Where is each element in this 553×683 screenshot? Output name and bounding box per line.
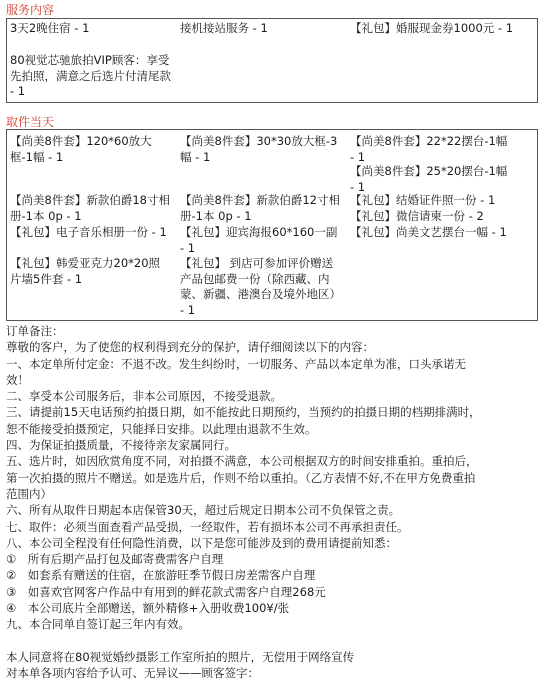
notes-rule: 第一次拍摄的照片不赠送。如是选片后，作则不给以重拍。（乙方表情不好,不在甲方免费重拍 xyxy=(6,470,476,485)
notes-fee-item: ② 如套系有赠送的住宿，在旅游旺季节假日房差需客户自理 xyxy=(6,568,316,583)
notes-rule: 九、本合同单自签订起三年内有效。 xyxy=(6,617,190,632)
pickup-item: 【尚美8件套】新款伯爵18寸相册-1本 0p - 1 xyxy=(10,193,170,223)
notes-rule: 恕不能接受拍摄预定，只能择日安排。以此理由退款不生效。 xyxy=(6,421,317,436)
pickup-item: 【礼包】韩爱亚克力20*20照片墙5件套 - 1 xyxy=(10,256,161,286)
notes-fee-item: ④ 本公司底片全部赠送，额外精修+入册收费100¥/张 xyxy=(6,601,290,616)
service-item: 80视觉芯驰旅拍VIP顾客：享受先拍照，满意之后选片付清尾款 - 1 xyxy=(10,53,171,98)
pickup-item: 【尚美8件套】30*30放大框-3幅 - 1 xyxy=(180,134,338,164)
consent-signature-line: 对本单各项内容给予认可、无异议——顾客签字： xyxy=(6,665,259,680)
pickup-item: 【礼包】迎宾海报60*160一副 - 1 xyxy=(180,225,338,255)
service-item: 【礼包】婚服现金券1000元 - 1 xyxy=(350,21,514,35)
pickup-item: 【礼包】结婚证件照一份 - 1 xyxy=(350,193,496,207)
notes-rule: 二、享受本公司服务后，非本公司原因，不接受退款。 xyxy=(6,389,282,404)
notes-rule: 五、选片时，如因欣赏角度不同，对拍摄不满意，本公司根据双方的时间安排重拍。重拍后， xyxy=(6,454,478,469)
notes-heading: 订单备注： xyxy=(6,324,64,338)
notes-rule: 四、为保证拍摄质量，不接待亲友家属同行。 xyxy=(6,438,236,453)
service-table xyxy=(6,18,538,103)
notes-intro: 尊敬的客户，为了使您的权利得到充分的保护，请仔细阅读以下的内容： xyxy=(6,340,374,355)
pickup-item: 【尚美8件套】120*60放大框-1幅 - 1 xyxy=(10,134,152,164)
pickup-item: 【礼包】尚美文艺摆台一幅 - 1 xyxy=(350,225,507,239)
notes-rule: 范围内） xyxy=(6,486,52,501)
notes-rule: 效！ xyxy=(6,372,29,387)
notes-rule: 一、本定单所付定金：不退不改。发生纠纷时，一切服务、产品以本定单为准，口头承诺无 xyxy=(6,356,466,371)
notes-rule: 三、请提前15天电话预约拍摄日期，如不能按此日期预约，当预约的拍摄日期的档期排满时， xyxy=(6,405,481,420)
notes-rule: 八、本公司全程没有任何隐性消费，以下是您可能涉及到的费用请提前知悉： xyxy=(6,535,397,550)
order-notes xyxy=(6,323,546,681)
notes-spacer xyxy=(6,633,546,649)
notes-rule: 六、所有从取件日期起本店保管30天，超过后规定日期本公司不负保管之责。 xyxy=(6,503,401,518)
pickup-table xyxy=(6,129,538,321)
pickup-item: 【礼包】电子音乐相册一份 - 1 xyxy=(10,225,167,239)
notes-fee-item: ③ 如喜欢官网客户作品中有用到的鲜花款式需客户自理268元 xyxy=(6,584,326,599)
pickup-item: 【礼包】微信请柬一份 - 2 xyxy=(350,209,484,223)
service-item: 3天2晚住宿 - 1 xyxy=(10,21,90,35)
notes-fee-item: ① 所有后期产品打包及邮寄费需客户自理 xyxy=(6,552,224,567)
service-item: 接机接站服务 - 1 xyxy=(180,21,268,35)
service-section-title: 服务内容 xyxy=(6,3,55,17)
pickup-item: 【尚美8件套】新款伯爵12寸相册-1本 0p - 1 xyxy=(180,193,340,223)
consent-line: 本人同意将在80视觉婚纱摄影工作室所拍的照片，无偿用于网络宣传 xyxy=(6,649,355,664)
pickup-item: 【礼包】 到店可参加评价赠送产品包邮费一份（除西藏、内蒙、新疆、港澳台及境外地区） - 1 xyxy=(180,256,341,317)
pickup-item: 【尚美8件套】22*22摆台-1幅 - 1 xyxy=(350,134,508,164)
notes-rule: 七、取件：必须当面查看产品受损，一经取件，若有损坏本公司不再承担责任。 xyxy=(6,519,409,534)
pickup-item: 【尚美8件套】25*20摆台-1幅 - 1 xyxy=(350,164,508,194)
pickup-section-title: 取件当天 xyxy=(6,115,55,129)
